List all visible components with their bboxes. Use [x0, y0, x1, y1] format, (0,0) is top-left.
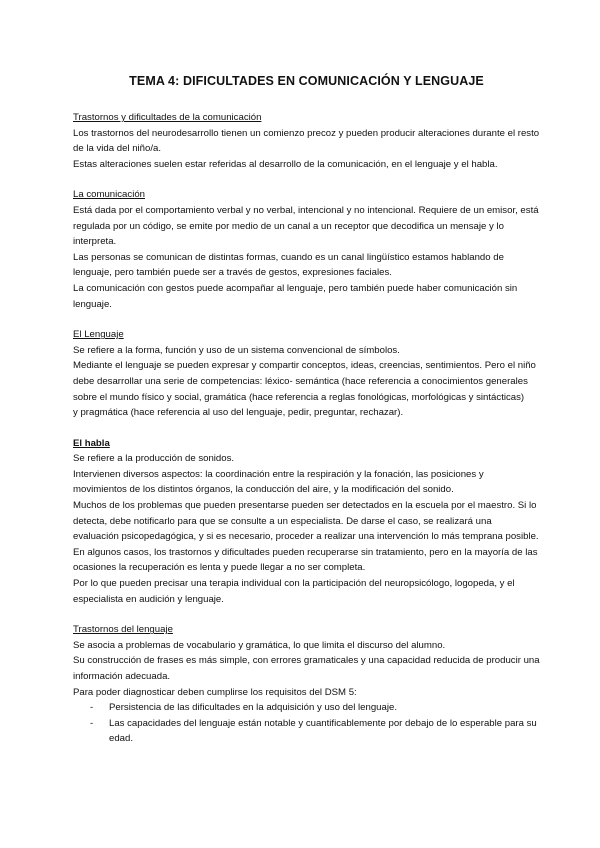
section-heading: Trastornos y dificultades de la comunicación	[73, 112, 262, 123]
section-heading: La comunicación	[73, 189, 145, 201]
paragraph: Los trastornos del neurodesarrollo tienen un comienzo precoz y pueden producir alteraciones durante el resto de la vida del niño/a.	[73, 127, 540, 155]
list-item: - Persistencia de las dificultades en la adquisición y uso del lenguaje.	[90, 700, 540, 716]
section-heading: Trastornos del lenguaje	[73, 624, 173, 636]
paragraph: Las personas se comunican de distintas formas, cuando es un canal lingüístico estamos hablando de lenguaje, pero también puede ser a través de gestos, expresiones faciales.	[73, 251, 504, 279]
paragraph: Intervienen diversos aspectos: la coordinación entre la respiración y la fonación, las posiciones y movimientos de los distintos órganos, la conducción del aire, y la modificación del sonido.	[73, 468, 484, 496]
paragraph: Mediante el lenguaje se pueden expresar y compartir conceptos, ideas, creencias, sentimientos. Pero el niño debe desarrollar una serie de competencias: léxico- semántica (hace referencia a conocimientos generales sobre el mundo físico y social, gramática (hace referencia a reglas fonológicas, morfológicas y sintácticas)	[73, 360, 536, 403]
list-item: - Las capacidades del lenguaje están notable y cuantificablemente por debajo de lo esperable para su edad.	[90, 716, 540, 747]
paragraph: Se refiere a la producción de sonidos.	[73, 453, 235, 465]
paragraph: y pragmática (hace referencia al uso del lenguaje, pedir, preguntar, rechazar).	[73, 407, 404, 419]
paragraph: Se asocia a problemas de vocabulario y gramática, lo que limita el discurso del alumno.	[73, 639, 446, 651]
section-lenguaje	[73, 327, 540, 421]
paragraph: La comunicación con gestos puede acompañar al lenguaje, pero también puede haber comunicación sin lenguaje.	[73, 282, 518, 310]
section-habla	[73, 436, 540, 608]
document-title: TEMA 4: DIFICULTADES EN COMUNICACIÓN Y LENGUAJE	[129, 74, 484, 88]
paragraph: Por lo que pueden precisar una terapia individual con la participación del neuropsicólogo, logopeda, y el especialista en audición y lenguaje.	[73, 578, 515, 605]
paragraph: En algunos casos, los trastornos y dificultades pueden recuperarse sin tratamiento, pero en la mayoría de las ocasiones la recuperación es lenta y puede llegar a no ser completa.	[73, 546, 538, 574]
paragraph: Se refiere a la forma, función y uso de un sistema convencional de símbolos.	[73, 344, 400, 356]
section-comunicacion	[73, 187, 540, 312]
dsm5-requirements-list	[73, 700, 540, 747]
section-trastornos-lenguaje	[73, 622, 540, 747]
paragraph: Estas alteraciones suelen estar referidas al desarrollo de la comunicación, en el lenguaje y el habla.	[73, 158, 498, 170]
paragraph: Para poder diagnosticar deben cumplirse los requisitos del DSM 5:	[73, 686, 357, 698]
paragraph: Muchos de los problemas que pueden presentarse pueden ser detectados en la escuela por el maestro. Si lo detecta, debe notificarlo para que se consulte a un especialista. De darse el caso, se realizará una evaluación psicopedagógica, y si es necesario, proceder a realizar una intervención lo más temprana posible.	[73, 500, 539, 543]
section-heading: El Lenguaje	[73, 329, 124, 341]
paragraph: Su construcción de frases es más simple, con errores gramaticales y una capacidad reducida de producir una información adecuada.	[73, 655, 540, 682]
section-trastornos-comunicacion	[73, 110, 540, 172]
paragraph: Está dada por el comportamiento verbal y no verbal, intencional y no intencional. Requiere de un emisor, está regulada por un código, se emite por medio de un canal a un receptor que decodifica un mensaje y lo interpreta.	[73, 204, 539, 248]
section-heading: El habla	[73, 437, 110, 449]
